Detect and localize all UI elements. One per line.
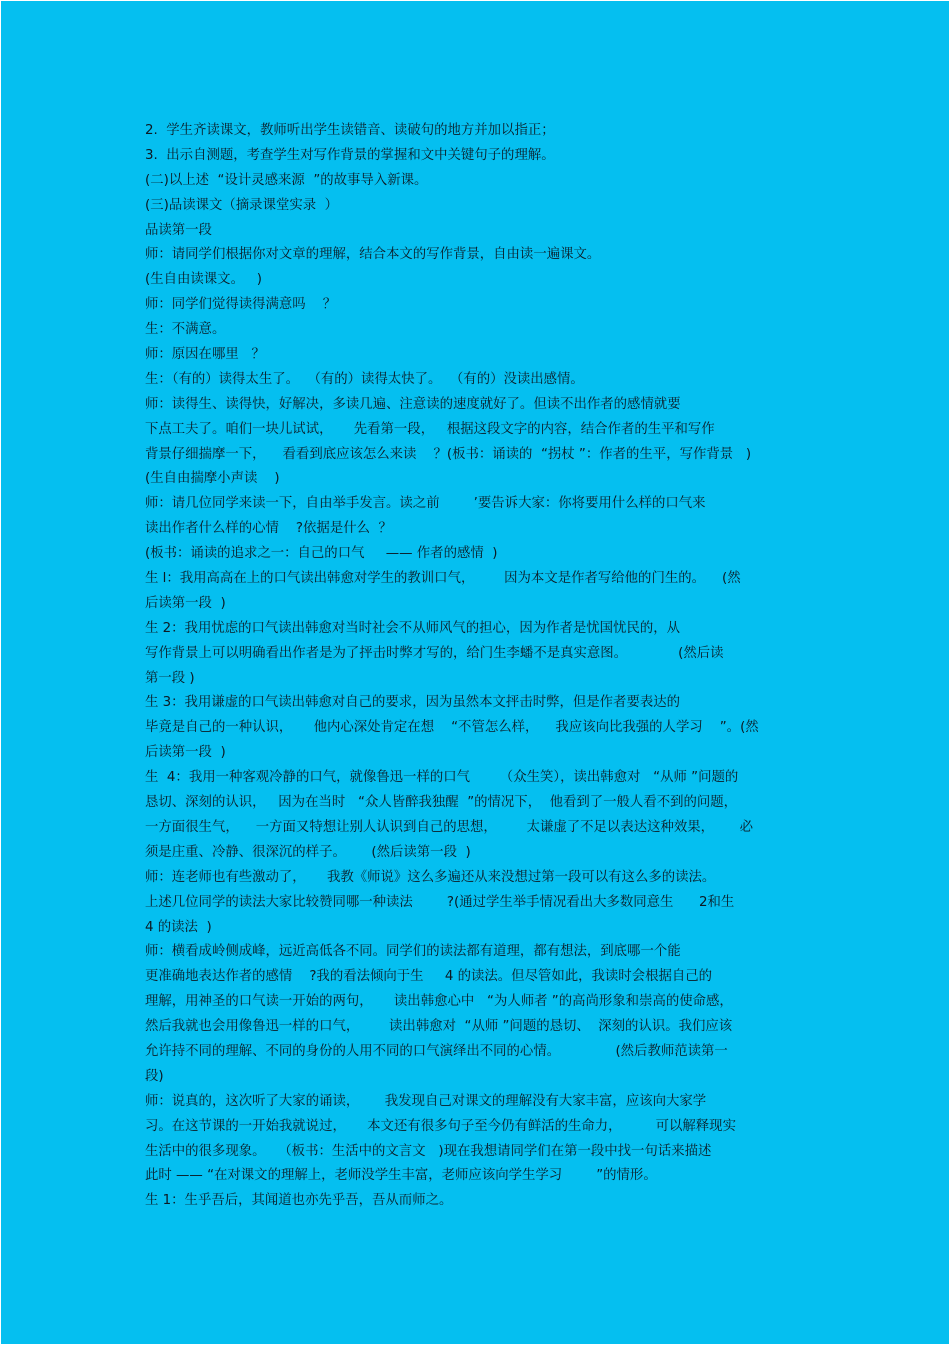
text-line: 此时 —— “在对课文的理解上，老师没学生丰富，老师应该向学生学习 ”的情形。 — [145, 1168, 657, 1184]
text-line: (三)品读课文（摘录课堂实录 ） — [145, 197, 339, 213]
text-line: 生 4：我用一种客观冷静的口气，就像鲁迅一样的口气 （众生笑），读出韩愈对 “从师 ”问题的 — [145, 770, 739, 786]
text-line: 师：读得生、读得快，好解决，多读几遍、注意读的速度就好了。但读不出作者的感情就要 — [145, 396, 681, 412]
text-line: (生自由揣摩小声读 ) — [145, 471, 280, 487]
text-line: 师：横看成岭侧成峰，远近高低各不同。同学们的读法都有道理，都有想法，到底哪一个能 — [145, 944, 681, 960]
document-page — [1, 1, 949, 1344]
text-line: 师：原因在哪里 ？ — [145, 347, 265, 363]
text-line: 师：连老师也有些激动了， 我教《师说》这么多遍还从来没想过第一段可以有这么多的读法。 — [145, 869, 716, 885]
text-line: 更准确地表达作者的感情 ?我的看法倾向于生 4 的读法。但尽管如此，我读时会根据自己的 — [145, 969, 713, 985]
text-line: 一方面很生气， 一方面又特想让别人认识到自己的思想， 太谦虚了不足以表达这种效果， 必 — [145, 819, 753, 835]
document-body — [145, 119, 809, 1214]
text-line: 生 l：我用高高在上的口气读出韩愈对学生的教训口气， 因为本文是作者写给他的门生的。 (然 — [145, 571, 741, 587]
text-line: 师：请同学们根据你对文章的理解，结合本文的写作背景，自由读一遍课文。 — [145, 247, 601, 263]
text-line: 段) — [145, 1068, 164, 1084]
text-line: 允许持不同的理解、不同的身份的人用不同的口气演绎出不同的心情。 (然后教师范读第一 — [145, 1043, 728, 1059]
text-line: 后读第一段 ) — [145, 745, 226, 761]
text-line: 生活中的很多现象。 （板书：生活中的文言文 )现在我想请同学们在第一段中找一句话来描述 — [145, 1143, 712, 1159]
text-line: 然后我就也会用像鲁迅一样的口气， 读出韩愈对 “从师 ”问题的恳切、 深刻的认识。我们应该 — [145, 1019, 733, 1035]
text-line: 生 1：生乎吾后，其闻道也亦先乎吾，吾从而师之。 — [145, 1193, 453, 1209]
text-line: 生 2：我用忧虑的口气读出韩愈对当时社会不从师风气的担心，因为作者是忧国忧民的，从 — [145, 620, 681, 636]
text-line: (板书：诵读的追求之一：自己的口气 —— 作者的感情 ) — [145, 546, 498, 562]
text-line: 毕竟是自己的一种认识， 他内心深处肯定在想 “不管怎么样， 我应该向比我强的人学习 ”。(然 — [145, 720, 759, 736]
text-line: 师：说真的，这次听了大家的诵读， 我发现自己对课文的理解没有大家丰富，应该向大家学 — [145, 1093, 707, 1109]
text-line: 后读第一段 ) — [145, 595, 226, 611]
text-line: (二)以上述 “设计灵感来源 ”的故事导入新课。 — [145, 172, 428, 188]
text-line: 须是庄重、冷静、很深沉的样子。 (然后读第一段 ) — [145, 844, 471, 860]
text-line: 第一段 ) — [145, 670, 195, 686]
text-line: 生：不满意。 — [145, 322, 226, 338]
text-line: 写作背景上可以明确看出作者是为了抨击时弊才写的，给门生李蟠不是真实意图。 (然后读 — [145, 645, 724, 661]
text-line: 3. 出示自测题，考查学生对写作背景的掌握和文中关键句子的理解。 — [145, 147, 555, 163]
text-line: 上述几位同学的读法大家比较赞同哪一种读法 ?(通过学生举手情况看出大多数同意生 2和生 — [145, 894, 735, 910]
text-line: 背景仔细揣摩一下， 看看到底应该怎么来读 ？(板书：诵读的 “拐杖 ”：作者的生平，写作背景 ) — [145, 446, 752, 462]
text-line: 生 3：我用谦虚的口气读出韩愈对自己的要求，因为虽然本文抨击时弊，但是作者要表达的 — [145, 695, 681, 711]
text-line: 师：请几位同学来读一下，自由举手发言。读之前 ’要告诉大家：你将要用什么样的口气来 — [145, 496, 706, 512]
text-line: 恳切、深刻的认识， 因为在当时 “众人皆醉我独醒 ”的情况下， 他看到了一般人看不到的问题， — [145, 795, 738, 811]
text-line: (生自由读课文。 ) — [145, 272, 262, 288]
text-line: 下点工夫了。咱们一块儿试试， 先看第一段， 根据这段文字的内容，结合作者的生平和写作 — [145, 421, 715, 437]
text-line: 4 的读法 ) — [145, 919, 212, 935]
text-line: 品读第一段 — [145, 222, 212, 238]
text-line: 2. 学生齐读课文，教师听出学生读错音、读破句的地方并加以指正； — [145, 123, 555, 138]
text-line: 理解，用神圣的口气读一开始的两句， 读出韩愈心中 “为人师者 ”的高尚形象和崇高的使命感， — [145, 994, 733, 1010]
text-line: 习。在这节课的一开始我就说过， 本文还有很多句子至今仍有鲜活的生命力， 可以解释现实 — [145, 1118, 736, 1134]
text-line: 师：同学们觉得读得满意吗 ？ — [145, 297, 337, 313]
text-line: 生：（有的）读得太生了。 （有的）读得太快了。 （有的）没读出感情。 — [145, 371, 584, 387]
text-line: 读出作者什么样的心情 ?依据是什么 ？ — [145, 521, 392, 537]
